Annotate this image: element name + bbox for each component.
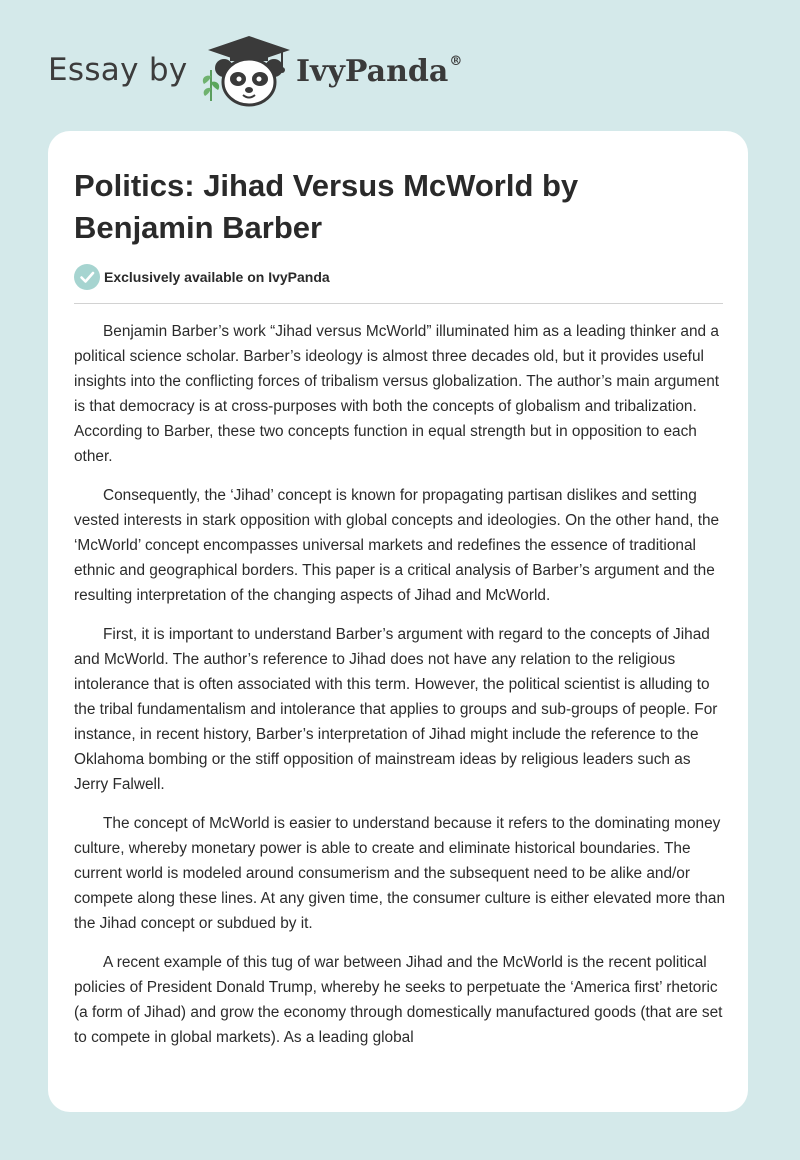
essay-by-label: Essay by [48,52,188,88]
divider [74,303,723,304]
registered-mark: ® [449,54,463,69]
essay-card [48,131,748,1112]
exclusive-label: Exclusively available on IvyPanda [104,269,330,285]
essay-body [74,319,726,1064]
brand-name[interactable]: IvyPanda® [296,54,463,89]
panda-graduate-icon[interactable] [206,34,292,108]
paragraph-4: The concept of McWorld is easier to understand because it refers to the dominating money culture, whereby monetary power is able to create and eliminate historical boundaries. The current world is modeled around consumerism and the subsequent need to be alike and/or compete along these lines. At any given time, the consumer culture is either elevated more than the Jihad concept or subdued by it. [74,815,726,932]
check-icon [74,264,100,290]
paragraph-2: Consequently, the ‘Jihad’ concept is known for propagating partisan dislikes and setting vested interests in stark opposition with global concepts and ideologies. On the other hand, the ‘McWorld’ concept encompasses universal markets and redefines the essence of traditional ethnic and geographical borders. This paper is a critical analysis of Barber’s argument and the resulting interpretation of the changing aspects of Jihad and McWorld. [74,487,720,604]
site-header [48,30,528,110]
essay-title: Politics: Jihad Versus McWorld by Benjamin Barber [74,168,579,245]
paragraph-3: First, it is important to understand Barber’s argument with regard to the concepts of Jihad and McWorld. The author’s reference to Jihad does not have any relation to the religious intolerance that is often associated with this term. However, the political scientist is alluding to the tribal fundamentalism and intolerance that applies to groups and sub-groups of people. For instance, in recent history, Barber’s interpretation of Jihad might include the reference to the Oklahoma bombing or the stiff opposition of mainstream ideas by religious leaders such as Jerry Falwell. [74,626,718,793]
paragraph-1: Benjamin Barber’s work “Jihad versus McWorld” illuminated him as a leading thinker and a political science scholar. Barber’s ideology is almost three decades old, but it provides useful insights into the conflicting forces of tribalism versus globalization. The author’s main argument is that democracy is at cross-purposes with both the concepts of globalism and tribalization. According to Barber, these two concepts function in equal strength but in opposition to each other. [74,323,720,465]
paragraph-5: A recent example of this tug of war between Jihad and the McWorld is the recent political policies of President Donald Trump, whereby he seeks to perpetuate the ‘America first’ rhetoric (a form of Jihad) and grow the economy through domestically manufactured goods (that are set to compete in global markets). As a leading global [74,954,723,1046]
